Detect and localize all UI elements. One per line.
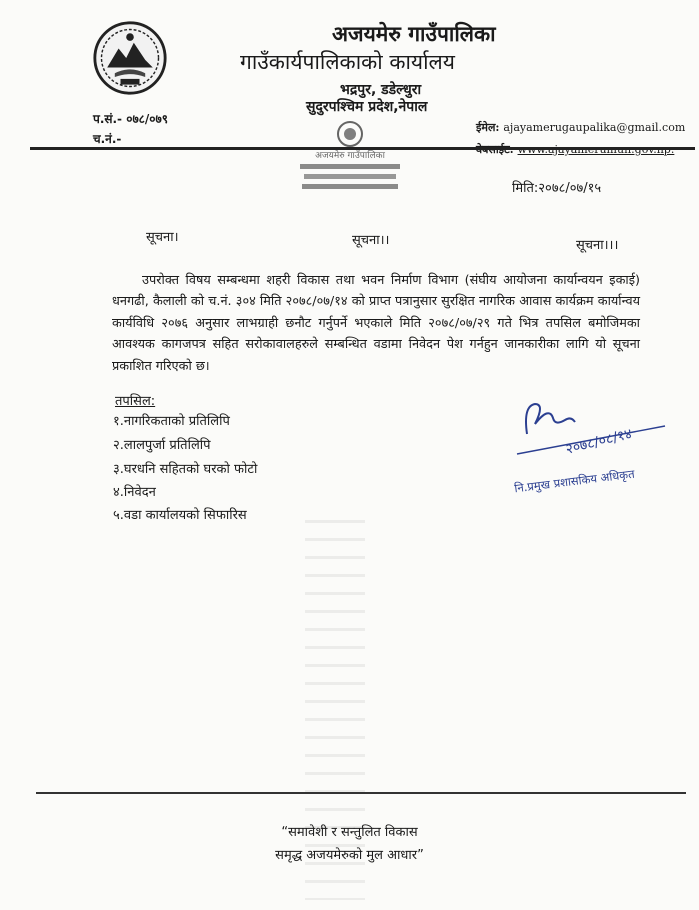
bleed-through-text xyxy=(305,520,365,900)
handwritten-signature-icon xyxy=(505,396,675,466)
notice-heading-3: सूचना।।। xyxy=(576,238,619,253)
address-line-1: भद्रपुर, डडेल्धुरा xyxy=(340,82,422,98)
email-label: ईमेल: xyxy=(476,121,500,134)
motto-line-2: समृद्ध अजयमेरुको मुल आधार” xyxy=(275,848,424,863)
org-name: अजयमेरु गाउँपालिका xyxy=(332,22,496,46)
list-item: ४.निवेदन xyxy=(113,485,156,500)
address-line-2: सुदुरपश्चिम प्रदेश,नेपाल xyxy=(306,99,428,115)
notice-date: मिति:२०७८/०७/१५ xyxy=(512,181,602,196)
email-address[interactable]: ajayamerugaupalika@gmail.com xyxy=(503,121,686,134)
list-item: ५.वडा कार्यालयको सिफारिस xyxy=(113,508,247,523)
list-item: १.नागरिकताको प्रतिलिपि xyxy=(113,414,230,429)
footer-rule xyxy=(36,792,686,794)
office-name: गाउँकार्यपालिकाको कार्यालय xyxy=(240,50,455,74)
list-item: ३.घरधनि सहितको घरको फोटो xyxy=(113,462,258,477)
notice-body xyxy=(112,270,640,377)
government-emblem-icon xyxy=(92,20,168,96)
stamp-text: अजयमेरु गाउँपालिका xyxy=(315,151,385,161)
signature-date: २०७८/०८/१४ xyxy=(564,425,634,458)
list-item: २.लालपुर्जा प्रतिलिपि xyxy=(113,438,211,453)
list-title: तपसिल: xyxy=(115,394,156,409)
dispatch-number: च.नं.- xyxy=(93,132,122,146)
email-row xyxy=(476,120,685,135)
reference-number: प.सं.- ०७८/०७९ xyxy=(93,112,169,126)
motto-line-1: “समावेशी र सन्तुलित विकास xyxy=(281,825,418,840)
signatory-designation: नि.प्रमुख प्रशासकिय अधिकृत xyxy=(513,466,636,496)
notice-heading-1: सूचना। xyxy=(146,230,179,245)
notice-heading-2: सूचना।। xyxy=(352,233,390,248)
office-stamp-icon xyxy=(290,112,410,202)
notice-body-text: उपरोक्त विषय सम्बन्धमा शहरी विकास तथा भवन निर्माण विभाग (संघीय आयोजना कार्यान्वयन इकाई) धनगढी, कैलाली को च.नं. ३०४ मिति २०७८/०७/१४ को प्राप्त पत्रानुसार सुरक्षित नागरिक आवास कार्यक्रम कार्यान्वय कार्यविधि २०७६ अनुसार लाभग्राही छनौट गर्नुपर्ने भएकाले मिति २०७८/०७/२९ गते भित्र तपसिल बमोजिमका आवश्यक कागजपत्र सहित सरोकावालहरुले सम्बन्धित वडामा निवेदन पेश गर्नहुन जानकारीका लागि यो सूचना प्रकाशित गरिएको छ। xyxy=(112,273,640,374)
